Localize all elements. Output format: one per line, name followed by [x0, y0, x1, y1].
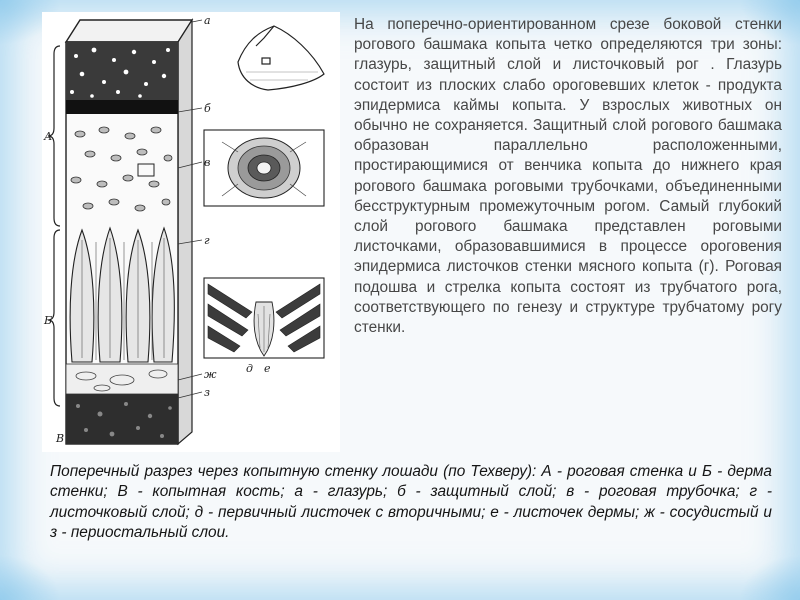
label-z: з	[204, 386, 210, 399]
label-d: д	[246, 362, 253, 375]
label-e: е	[264, 362, 271, 375]
label-a: а	[204, 14, 211, 27]
label-b: б	[204, 102, 211, 115]
label-A: А	[44, 130, 53, 143]
inset-hoof-outline-drawing	[238, 26, 324, 90]
label-B: Б	[44, 314, 53, 327]
figure-caption: Поперечный разрез через копытную стенку лошади (по Техверу): А - роговая стенка и Б - дерма стенки; В - копытная кость; а - глазурь; б - защитный слой; в - роговая трубочка; г - листочковый слой; д - первичный листочек с вторичными; е - листочек дермы; ж - сосудистый и з - периостальный слои.	[50, 463, 772, 542]
label-zh: ж	[204, 368, 217, 381]
hoof-wall-cross-section-figure	[42, 12, 340, 452]
zone-brackets	[48, 46, 60, 406]
label-V: В	[56, 432, 65, 445]
label-g: г	[204, 234, 210, 247]
label-v: в	[204, 156, 211, 169]
body-text-paragraph: На поперечно-ориентированном срезе боковой стенки рогового башмака копыта четко определяются три зоны: глазурь, защитный слой и листочковый рог . Глазурь состоит из плоских слабо ороговевших клеток - продукта эпидермиса каймы копыта. У взрослых животных он обычно не сохраняется. Защитный слой рогового башмака образован параллельно расположенными, простирающимися от венчика копыта до нижнего края рогового башмака роговыми трубочками, объединенными бесструктурным промежуточным рогом. Самый глубокий слой рогового башмака представлен роговыми листочками, образовавшимися в процессе ороговения эпидермиса листочков стенки мясного копыта (г). Роговая подошва и стрелка копыта состоят из трубчатого рога, соответствующего по генезу и структуре трубчатому рогу стенки.	[354, 16, 782, 337]
hoof-wall-block-drawing	[66, 20, 192, 444]
inset-tubule-cross-section	[204, 130, 324, 206]
inset-lamellae-cross-section	[204, 278, 324, 358]
